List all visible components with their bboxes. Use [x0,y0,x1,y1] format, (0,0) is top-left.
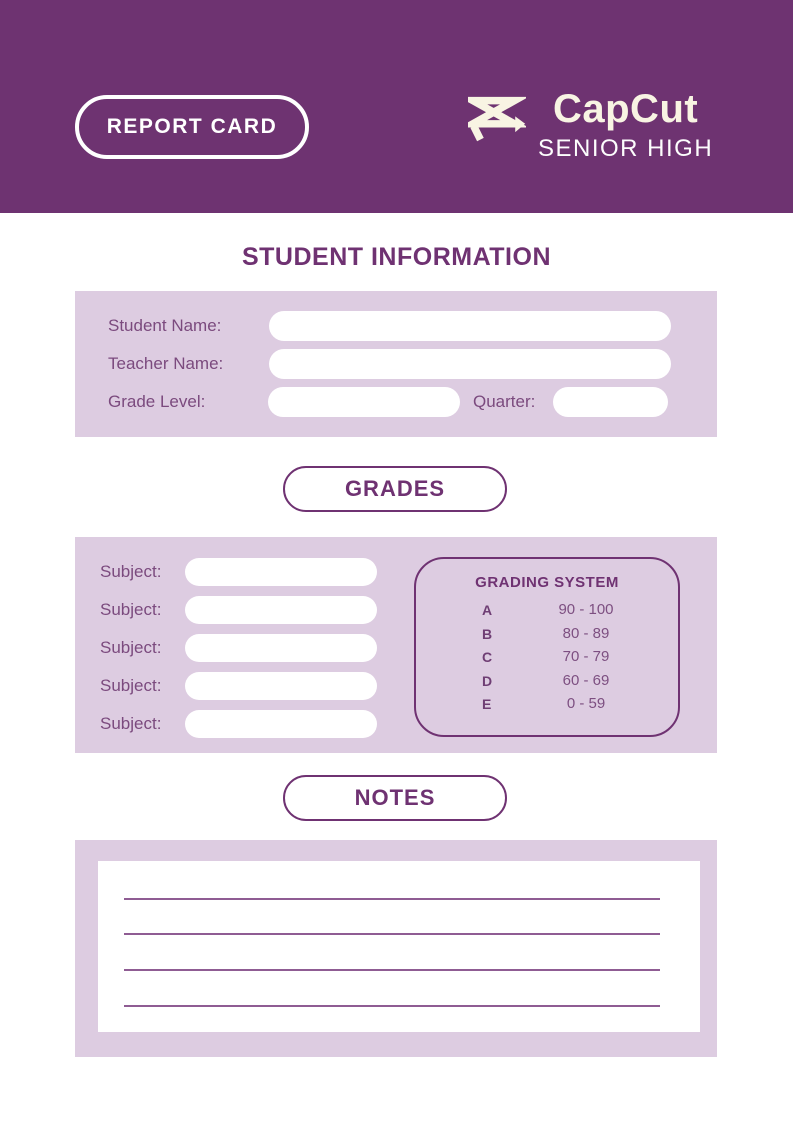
grading-row-d [416,671,678,695]
brand-subtitle: SENIOR HIGH [538,135,714,162]
grade-level-label: Grade Level: [108,392,206,411]
capcut-logo-icon [468,90,526,151]
subject-label: Subject: [100,676,162,695]
student-info-panel [75,291,717,437]
grade-letter: C [482,649,493,665]
brand-text [538,88,713,163]
grade-range: 90 - 100 [558,601,614,618]
note-line [124,933,660,935]
subject-label: Subject: [100,600,162,619]
header-banner [0,0,793,213]
grading-system-box [414,557,680,737]
student-name-row [75,311,717,341]
subject-field-2[interactable] [185,596,377,624]
brand-name: CapCut [552,87,699,131]
grading-row-a [416,600,678,624]
grades-section-header [283,466,507,512]
grade-range: 70 - 79 [562,648,610,665]
student-information-title: STUDENT INFORMATION [241,243,551,271]
subject-label: Subject: [100,714,162,733]
grade-level-row [75,387,717,417]
grades-panel [75,537,717,753]
subject-field-5[interactable] [185,710,377,738]
grades-section-label: GRADES [344,476,446,501]
grade-range: 80 - 89 [562,624,610,642]
notes-writing-area[interactable] [98,861,700,1032]
notes-section-header [283,775,507,821]
quarter-field[interactable] [553,387,668,417]
subject-label: Subject: [100,638,162,657]
grade-letter: E [482,696,492,712]
brand-block [468,88,713,163]
note-line [124,969,660,971]
quarter-label: Quarter: [473,392,536,411]
grade-level-field[interactable] [268,387,460,417]
grade-letter: B [482,625,493,642]
grade-letter: A [482,602,493,618]
student-name-label: Student Name: [108,316,222,335]
subject-label: Subject: [100,562,162,581]
grade-range: 60 - 69 [562,671,610,689]
grading-row-b [416,624,678,648]
student-name-field[interactable] [269,311,671,341]
subject-field-4[interactable] [185,672,377,700]
teacher-name-row [75,349,717,379]
grading-system-title: GRADING SYSTEM [475,574,619,591]
notes-panel [75,840,717,1057]
subject-field-3[interactable] [185,634,377,662]
subject-field-1[interactable] [185,558,377,586]
note-line [124,898,660,900]
report-card-badge-label: REPORT CARD [106,115,278,138]
note-line [124,1005,660,1007]
grading-row-e [416,694,678,718]
teacher-name-label: Teacher Name: [108,354,224,373]
grading-row-c [416,647,678,671]
grade-letter: D [482,672,493,689]
teacher-name-field[interactable] [269,349,671,379]
report-card-badge [75,95,309,159]
grade-range: 0 - 59 [566,695,606,712]
notes-section-label: NOTES [354,785,436,810]
